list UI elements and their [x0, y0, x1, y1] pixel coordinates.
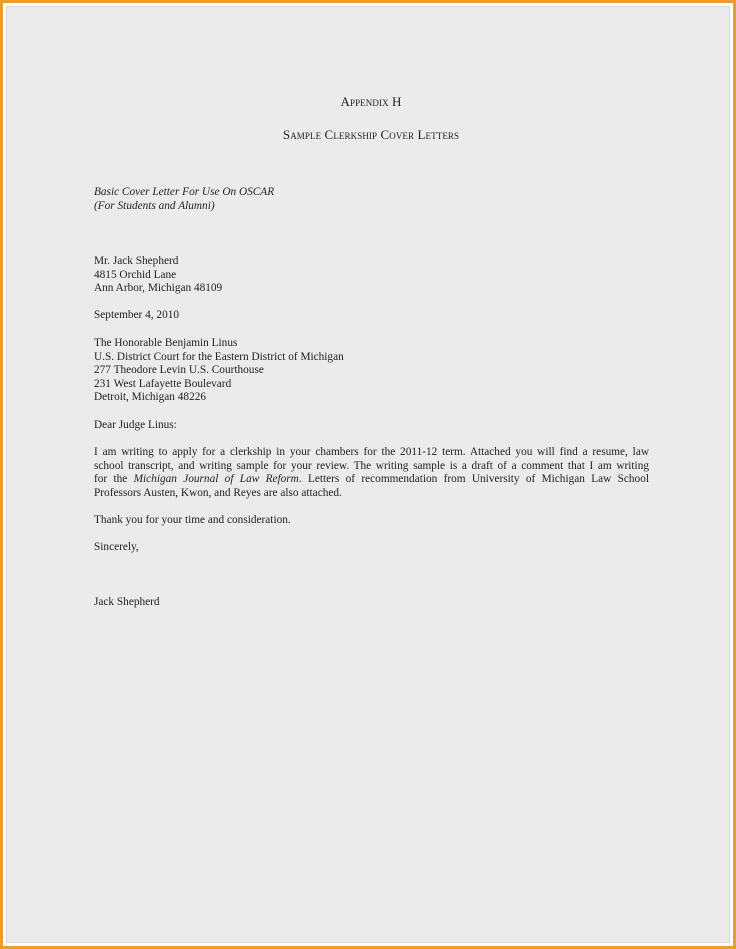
sender-address: [94, 255, 650, 296]
body-line-3-post: . Letters of recommendation from University of Michigan Law School: [298, 473, 649, 486]
body-line-4: Professors Austen, Kwon, and Reyes are also attached.: [94, 486, 342, 499]
thanks-line: Thank you for your time and consideration.: [94, 514, 291, 526]
cover-letter-document: [7, 7, 735, 948]
closing: Sincerely,: [94, 541, 139, 553]
document-page: [6, 6, 730, 943]
signature: Jack Shepherd: [94, 596, 160, 608]
sender-city: Ann Arbor, Michigan 48109: [94, 282, 223, 295]
sender-street: 4815 Orchid Lane: [94, 268, 177, 281]
recipient-name: The Honorable Benjamin Linus: [94, 337, 238, 349]
subtitle-line-1: Basic Cover Letter For Use On OSCAR: [94, 186, 275, 198]
body-line-3-pre: for the: [94, 473, 134, 486]
recipient-city: Detroit, Michigan 48226: [94, 391, 207, 404]
subtitle-line-2: (For Students and Alumni): [94, 199, 215, 212]
body-line-3: [94, 473, 649, 487]
body-line-2: school transcript, and writing sample for your review. The writing sample is a draft of a comment that I am writing: [94, 459, 649, 472]
section-title: Sample Clerkship Cover Letters: [282, 127, 460, 142]
recipient-address: [94, 337, 650, 405]
recipient-court: U.S. District Court for the Eastern District of Michigan: [94, 350, 344, 363]
journal-title: Michigan Journal of Law Reform: [133, 473, 299, 486]
body-line-1: I am writing to apply for a clerkship in your chambers for the 2011-12 term. Attached you will find a resume, law: [94, 446, 649, 458]
body-paragraph: [94, 446, 649, 500]
recipient-building: 277 Theodore Levin U.S. Courthouse: [94, 364, 264, 377]
recipient-street: 231 West Lafayette Boulevard: [94, 377, 232, 390]
letter-date: September 4, 2010: [94, 309, 180, 321]
sender-name: Mr. Jack Shepherd: [94, 255, 179, 267]
appendix-heading: Appendix H: [340, 94, 402, 109]
salutation: Dear Judge Linus:: [94, 419, 177, 431]
letter-subtitle: [94, 186, 650, 213]
